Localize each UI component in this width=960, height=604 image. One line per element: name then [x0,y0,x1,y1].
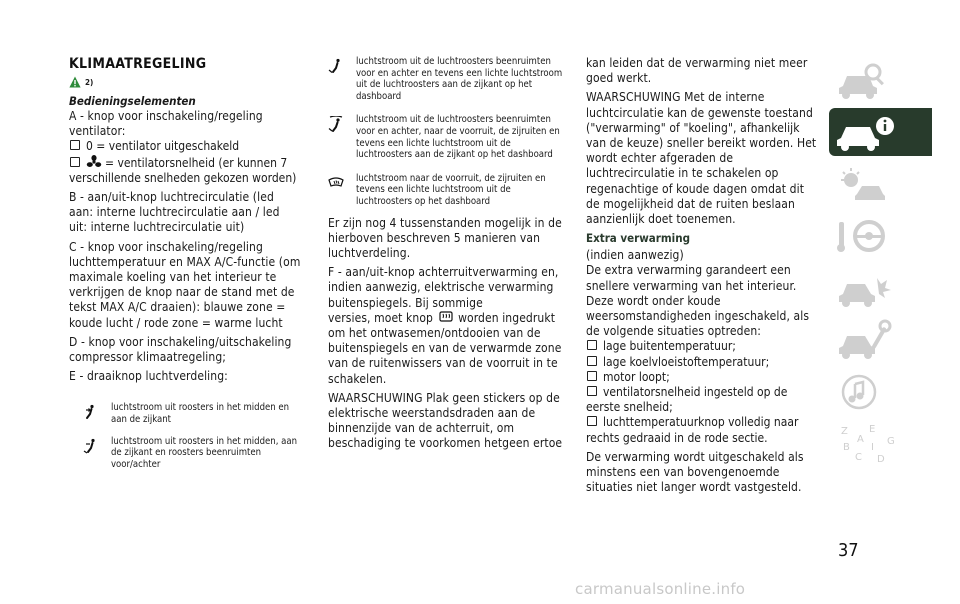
bullet-square-icon [587,416,597,426]
paragraph-f: F - aan/uit-knop achterruitverwarming en, indien aanwezig, elektrische verwarming buitenspiegels. Bij sommige [328,265,559,310]
airflow-feet-icon [328,58,344,74]
multimedia-icon [829,368,932,416]
paragraph-continued: kan leiden dat de verwarming niet meer goed werkt. [586,56,808,86]
airflow-item-2 [69,436,301,471]
airflow-feet-windscreen-icon [328,116,344,132]
airflow-face-feet-icon [83,438,99,454]
airflow-text-5: luchtstroom naar de voorruit, de zijruiten en tevens een lichte luchtstroom uit de luchtroosters op het dashboard [356,172,546,207]
car-wrench-icon [829,316,932,364]
bullet-square-icon [587,356,597,366]
tab-maintenance[interactable] [829,316,932,364]
airflow-item-3 [328,56,564,102]
bullet-square-icon [70,140,80,150]
svg-text:D: D [877,454,885,465]
bullet-fan-off: 0 = ventilator uitgeschakeld [69,139,301,154]
airflow-text-3: luchtstroom uit de luchtroosters beenruimten voor en achter en tevens een lichte luchtstroom uit de luchtroosters aan de zijkant op het dashboard [356,56,563,102]
warning-triangle-icon [69,76,81,88]
list-item: motor loopt; [586,370,818,385]
subheading-controls: Bedieningselementen [69,94,196,108]
bullet-square-icon [587,340,597,350]
warning-lights-icon [829,160,932,208]
paragraph-extra-heating: De extra verwarming garandeert een snellere verwarming van het interieur. Deze wordt onder koude weersomstandigheden ingeschakeld, als de volgende situaties optreden: [586,263,810,339]
airflow-text-1: luchtstroom uit roosters in het midden en aan de zijkant [111,402,290,426]
tools-steering-icon [829,212,932,260]
alphabetical-index-icon [829,420,932,468]
tab-multimedia[interactable] [829,368,932,416]
tab-emergency[interactable] [829,264,932,312]
svg-text:A: A [857,434,864,445]
paragraph-intermediate: Er zijn nog 4 tussenstanden mogelijk in de hierboven beschreven 5 manieren van luchtverdeling. [328,215,562,260]
airflow-item-1 [69,402,301,425]
paragraph-a: A - knop voor inschakeling/regeling ventilator: [69,109,263,139]
bullet-square-icon [587,371,597,381]
paragraph-if-present: (indien aanwezig) [586,248,684,263]
paragraph-d: D - knop voor inschakeling/uitschakeling compressor klimaatregeling; [69,334,292,365]
warning-reference [69,74,301,90]
svg-text:C: C [855,452,862,463]
column-1 [69,56,301,480]
car-magnifier-icon [829,56,932,104]
tab-index[interactable] [829,420,932,468]
svg-text:E: E [869,424,876,435]
paragraph-mirror-heating: versies, moet knop worden ingedrukt om het ontwasemen/ontdooien van de buitenspiegels en van de verwarmde zone van de ruitenwissers van de voorruit in te schakelen. [328,310,562,386]
bullet-fan-speed: = ventilatorsnelheid (er kunnen 7 verschillende snelheden gekozen worden) [69,155,297,185]
airflow-item-4 [328,114,564,160]
paragraph-warning-stickers: WAARSCHUWING Plak geen stickers op de elektrische weerstandsdraden aan de binnenzijde van de achterruit, om beschadiging te voorkomen hetgeen ertoe [328,390,563,451]
list-item: ventilatorsnelheid ingesteld op de eerste snelheid; [586,385,788,415]
section-title: KLIMAATREGELING [69,56,207,72]
svg-text:Z: Z [841,426,848,437]
list-item: luchttemperatuurknop volledig naar rechts gedraaid in de rode sectie. [586,415,799,445]
chapter-sidebar [829,56,932,472]
page-number: 37 [838,540,859,561]
bullet-square-icon [587,386,597,396]
tab-getting-to-know[interactable] [829,56,932,104]
rear-window-heating-icon [439,311,453,323]
svg-text:I: I [871,442,874,453]
paragraph-b: B - aan/uit-knop luchtrecirculatie (led aan: interne luchtrecirculatie aan / led uit: interne luchtrecirculatie uit) [69,190,280,235]
windscreen-defrost-icon [328,175,344,191]
svg-text:G: G [887,436,895,447]
bullet-square-icon [70,157,80,167]
tab-safety-driving[interactable] [829,212,932,260]
list-item: lage koelvloeistoftemperatuur; [586,355,818,370]
svg-text:B: B [843,442,850,453]
paragraph-e: E - draaiknop luchtverdeling: [69,369,228,384]
list-item: lage buitentemperatuur; [586,339,818,354]
airflow-text-4: luchtstroom uit de luchtroosters beenruimten voor en achter, naar de voorruit, de zijruiten en tevens een lichte luchtstroom uit de luchtroosters aan de zijkant op het dashboard [356,114,560,161]
airflow-face-icon [83,404,99,420]
airflow-text-2: luchtstroom uit roosters in het midden, aan de zijkant en roosters beenruimten voor/achter [111,435,298,470]
tab-dashboard[interactable] [829,108,932,156]
column-2 [328,56,564,456]
tab-warning-lights[interactable] [829,160,932,208]
car-info-icon [829,108,932,156]
watermark: carmanualsonline.info [575,580,746,598]
paragraph-heating-off: De verwarming wordt uitgeschakeld als minstens een van bovengenoemde situaties niet langer wordt vastgesteld. [586,449,804,495]
paragraph-c: C - knop voor inschakeling/regeling luchttemperatuur en MAX A/C-functie (om maximale koeling van het interieur te verkrijgen de knop naar de stand met de tekst MAX A/C draaien): blauwe zone = koude lucht / rode zone = warme lucht [69,239,301,330]
heading-extra-heating: Extra verwarming [586,231,690,246]
paragraph-warning-recirculation: WAARSCHUWING Met de interne luchtcirculatie kan de gewenste toestand ("verwarming" of "koeling", afhankelijk van de keuze) sneller bereikt worden. Het wordt echter afgeraden de luchtrecirculatie in te schakelen op regenachtige of koude dagen omdat dit de mogelijkheid dat de ruiten beslaan aanzienlijk doet toenemen. [586,90,817,227]
airflow-item-5 [328,173,564,208]
car-crash-icon [829,264,932,312]
fan-icon [86,155,102,169]
column-3 [586,56,818,499]
warning-ref-number: 2) [85,77,94,87]
